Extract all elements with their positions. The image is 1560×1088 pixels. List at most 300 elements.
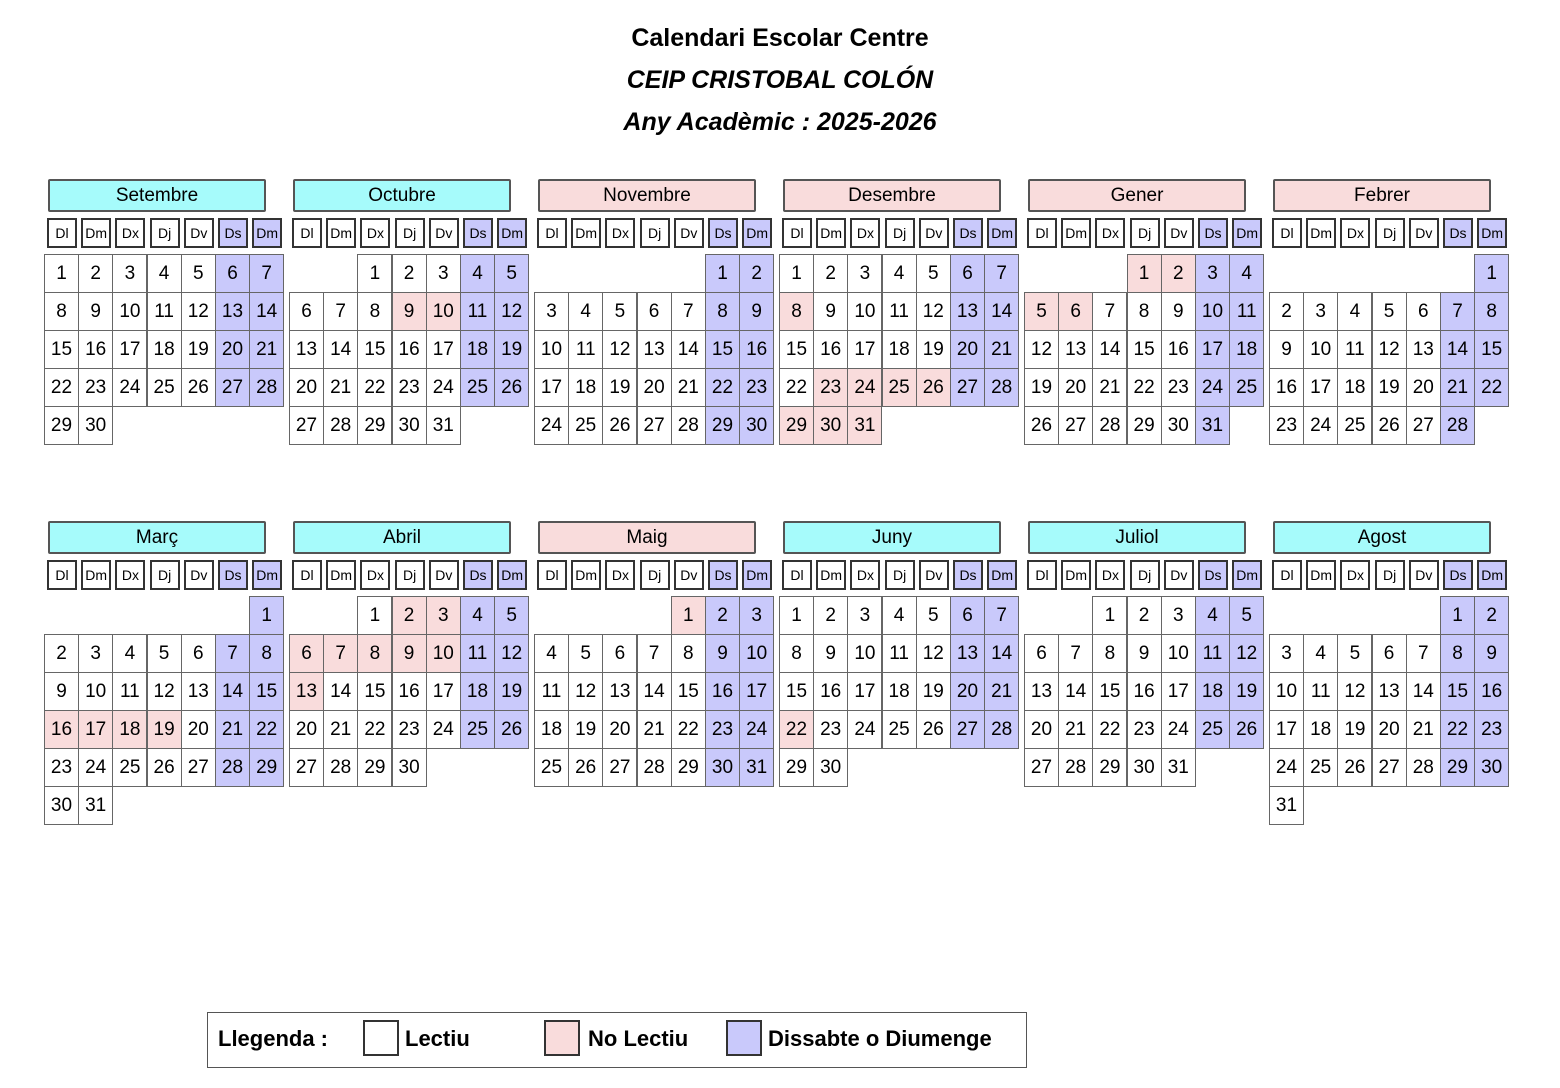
- day-cell: 7: [323, 634, 358, 673]
- day-cell: 25: [112, 748, 147, 787]
- day-cell: 27: [215, 368, 250, 407]
- day-cell: 2: [1161, 254, 1196, 293]
- day-cell: 6: [950, 254, 985, 293]
- day-cell: 13: [637, 330, 672, 369]
- day-cell: 14: [323, 330, 358, 369]
- month-header: Setembre: [48, 179, 266, 212]
- day-cell: 27: [1406, 406, 1441, 445]
- day-cell: 30: [1127, 748, 1162, 787]
- day-cell: 6: [1372, 634, 1407, 673]
- day-cell: 3: [426, 254, 461, 293]
- day-cell: 27: [602, 748, 637, 787]
- day-cell: 30: [1161, 406, 1196, 445]
- day-cell: 28: [215, 748, 250, 787]
- month-gener: [1024, 179, 1262, 469]
- weekday-label: Dm: [252, 560, 282, 590]
- day-cell: 4: [460, 254, 495, 293]
- day-cell: 28: [1440, 406, 1475, 445]
- day-cell: 20: [181, 710, 216, 749]
- day-cell: 28: [671, 406, 706, 445]
- day-cell: 24: [112, 368, 147, 407]
- day-cell: 3: [534, 292, 569, 331]
- day-cell: 9: [1161, 292, 1196, 331]
- day-cell: 24: [426, 368, 461, 407]
- day-cell: 19: [181, 330, 216, 369]
- weekday-label: Dm: [326, 560, 356, 590]
- day-cell: 9: [78, 292, 113, 331]
- day-cell: 26: [1337, 748, 1372, 787]
- day-cell: 12: [494, 634, 529, 673]
- day-cell: 15: [1440, 672, 1475, 711]
- day-cell: 12: [1337, 672, 1372, 711]
- day-cell: 7: [984, 254, 1019, 293]
- day-cell: 1: [357, 254, 392, 293]
- weekday-label: Dv: [1164, 560, 1194, 590]
- day-cell: 4: [1337, 292, 1372, 331]
- day-cell: 4: [882, 254, 917, 293]
- day-cell: 31: [739, 748, 774, 787]
- day-cell: 13: [1024, 672, 1059, 711]
- legend-no-lectiu-swatch: [544, 1020, 580, 1056]
- month-març: [44, 521, 282, 816]
- day-cell: 7: [323, 292, 358, 331]
- day-cell: 17: [112, 330, 147, 369]
- day-cell: 8: [44, 292, 79, 331]
- day-cell: 22: [1440, 710, 1475, 749]
- day-cell: 10: [426, 292, 461, 331]
- day-cell: 8: [1440, 634, 1475, 673]
- weekday-label: Dj: [150, 218, 180, 248]
- weekday-label: Ds: [463, 560, 493, 590]
- day-cell: 14: [1406, 672, 1441, 711]
- day-cell: 25: [882, 368, 917, 407]
- day-cell: 3: [78, 634, 113, 673]
- month-header: Agost: [1273, 521, 1491, 554]
- day-cell: 21: [323, 368, 358, 407]
- weekday-label: Dv: [674, 218, 704, 248]
- day-cell: 24: [426, 710, 461, 749]
- month-juliol: [1024, 521, 1262, 811]
- day-cell: 9: [1474, 634, 1509, 673]
- weekday-label: Dl: [1027, 560, 1057, 590]
- day-cell: 10: [847, 292, 882, 331]
- weekday-label: Dj: [1130, 560, 1160, 590]
- weekday-label: Dl: [47, 560, 77, 590]
- day-cell: 16: [705, 672, 740, 711]
- weekday-label: Dj: [640, 218, 670, 248]
- weekday-label: Dm: [742, 218, 772, 248]
- weekday-label: Dv: [429, 218, 459, 248]
- day-cell: 16: [44, 710, 79, 749]
- day-cell: 22: [357, 368, 392, 407]
- day-cell: 20: [950, 330, 985, 369]
- day-cell: 23: [739, 368, 774, 407]
- day-cell: 6: [181, 634, 216, 673]
- day-cell: 13: [289, 672, 324, 711]
- day-cell: 2: [813, 596, 848, 635]
- day-cell: 3: [847, 596, 882, 635]
- day-cell: 1: [1092, 596, 1127, 635]
- day-cell: 7: [1092, 292, 1127, 331]
- day-cell: 27: [1024, 748, 1059, 787]
- day-cell: 11: [568, 330, 603, 369]
- day-cell: 31: [78, 786, 113, 825]
- day-cell: 29: [779, 748, 814, 787]
- day-cell: 15: [1127, 330, 1162, 369]
- day-cell: 23: [813, 368, 848, 407]
- day-cell: 26: [1024, 406, 1059, 445]
- day-cell: 27: [1372, 748, 1407, 787]
- day-cell: 13: [1372, 672, 1407, 711]
- weekday-label: Dm: [1232, 218, 1262, 248]
- day-cell: 23: [392, 368, 427, 407]
- day-cell: 2: [1269, 292, 1304, 331]
- day-cell: 23: [44, 748, 79, 787]
- day-cell: 17: [847, 672, 882, 711]
- day-cell: 19: [916, 672, 951, 711]
- day-cell: 24: [1269, 748, 1304, 787]
- day-cell: 19: [1229, 672, 1264, 711]
- day-cell: 20: [289, 710, 324, 749]
- day-cell: 28: [323, 748, 358, 787]
- day-cell: 6: [1024, 634, 1059, 673]
- day-cell: 8: [1092, 634, 1127, 673]
- month-abril: [289, 521, 527, 811]
- day-cell: 15: [44, 330, 79, 369]
- day-cell: 24: [78, 748, 113, 787]
- day-cell: 15: [249, 672, 284, 711]
- day-cell: 16: [1127, 672, 1162, 711]
- day-cell: 28: [1406, 748, 1441, 787]
- day-cell: 26: [916, 710, 951, 749]
- day-cell: 25: [1303, 748, 1338, 787]
- weekday-label: Dm: [252, 218, 282, 248]
- day-cell: 23: [813, 710, 848, 749]
- day-cell: 13: [181, 672, 216, 711]
- day-cell: 22: [357, 710, 392, 749]
- day-cell: 28: [1092, 406, 1127, 445]
- day-cell: 20: [1058, 368, 1093, 407]
- day-cell: 5: [1372, 292, 1407, 331]
- day-cell: 23: [1474, 710, 1509, 749]
- day-cell: 7: [1440, 292, 1475, 331]
- weekday-label: Dv: [429, 560, 459, 590]
- weekday-label: Dm: [81, 560, 111, 590]
- day-cell: 18: [882, 330, 917, 369]
- day-cell: 30: [44, 786, 79, 825]
- day-cell: 28: [984, 368, 1019, 407]
- day-cell: 16: [813, 672, 848, 711]
- day-cell: 21: [1406, 710, 1441, 749]
- day-cell: 5: [494, 596, 529, 635]
- weekday-label: Dm: [497, 218, 527, 248]
- weekday-label: Dl: [1272, 560, 1302, 590]
- day-cell: 3: [1269, 634, 1304, 673]
- day-cell: 14: [1058, 672, 1093, 711]
- day-cell: 30: [392, 406, 427, 445]
- month-setembre: [44, 179, 282, 469]
- month-octubre: [289, 179, 527, 469]
- weekday-label: Dx: [1095, 560, 1125, 590]
- weekday-label: Dx: [1340, 560, 1370, 590]
- weekday-label: Dx: [115, 560, 145, 590]
- day-cell: 5: [147, 634, 182, 673]
- day-cell: 29: [249, 748, 284, 787]
- day-cell: 9: [1127, 634, 1162, 673]
- day-cell: 21: [1440, 368, 1475, 407]
- day-cell: 21: [1058, 710, 1093, 749]
- day-cell: 10: [1195, 292, 1230, 331]
- day-cell: 9: [705, 634, 740, 673]
- day-cell: 13: [289, 330, 324, 369]
- day-cell: 9: [813, 634, 848, 673]
- day-cell: 29: [357, 748, 392, 787]
- day-cell: 6: [637, 292, 672, 331]
- weekday-label: Dj: [885, 218, 915, 248]
- day-cell: 5: [494, 254, 529, 293]
- day-cell: 15: [1092, 672, 1127, 711]
- day-cell: 7: [637, 634, 672, 673]
- day-cell: 24: [1195, 368, 1230, 407]
- day-cell: 8: [671, 634, 706, 673]
- day-cell: 13: [602, 672, 637, 711]
- weekday-label: Dm: [571, 560, 601, 590]
- day-cell: 4: [112, 634, 147, 673]
- weekday-label: Dx: [605, 218, 635, 248]
- weekday-label: Dv: [919, 218, 949, 248]
- day-cell: 2: [78, 254, 113, 293]
- day-cell: 18: [1337, 368, 1372, 407]
- weekday-label: Dm: [1306, 218, 1336, 248]
- day-cell: 27: [950, 710, 985, 749]
- day-cell: 29: [671, 748, 706, 787]
- day-cell: 3: [739, 596, 774, 635]
- day-cell: 14: [323, 672, 358, 711]
- day-cell: 20: [950, 672, 985, 711]
- day-cell: 22: [1474, 368, 1509, 407]
- day-cell: 18: [568, 368, 603, 407]
- day-cell: 8: [1474, 292, 1509, 331]
- day-cell: 19: [494, 672, 529, 711]
- day-cell: 8: [779, 634, 814, 673]
- weekday-label: Dm: [1232, 560, 1262, 590]
- day-cell: 3: [112, 254, 147, 293]
- day-cell: 11: [460, 292, 495, 331]
- school-name: CEIP CRISTOBAL COLÓN: [626, 66, 934, 94]
- day-cell: 17: [534, 368, 569, 407]
- day-cell: 30: [78, 406, 113, 445]
- day-cell: 21: [984, 330, 1019, 369]
- weekday-label: Dl: [292, 560, 322, 590]
- day-cell: 18: [1195, 672, 1230, 711]
- day-cell: 30: [739, 406, 774, 445]
- day-cell: 6: [215, 254, 250, 293]
- day-cell: 16: [813, 330, 848, 369]
- calendar-title: Calendari Escolar Centre: [631, 24, 929, 52]
- weekday-label: Dj: [1375, 218, 1405, 248]
- weekday-label: Ds: [218, 218, 248, 248]
- day-cell: 13: [950, 634, 985, 673]
- month-header: Gener: [1028, 179, 1246, 212]
- day-cell: 6: [1406, 292, 1441, 331]
- day-cell: 24: [739, 710, 774, 749]
- day-cell: 6: [602, 634, 637, 673]
- weekday-label: Dm: [326, 218, 356, 248]
- day-cell: 18: [882, 672, 917, 711]
- weekday-label: Dm: [1306, 560, 1336, 590]
- day-cell: 19: [147, 710, 182, 749]
- day-cell: 26: [916, 368, 951, 407]
- day-cell: 12: [1024, 330, 1059, 369]
- day-cell: 21: [1092, 368, 1127, 407]
- day-cell: 5: [1024, 292, 1059, 331]
- day-cell: 12: [147, 672, 182, 711]
- day-cell: 21: [671, 368, 706, 407]
- weekday-label: Dx: [1340, 218, 1370, 248]
- day-cell: 17: [847, 330, 882, 369]
- month-header: Març: [48, 521, 266, 554]
- day-cell: 11: [112, 672, 147, 711]
- weekday-label: Dm: [81, 218, 111, 248]
- day-cell: 11: [147, 292, 182, 331]
- day-cell: 29: [705, 406, 740, 445]
- day-cell: 3: [847, 254, 882, 293]
- day-cell: 5: [602, 292, 637, 331]
- day-cell: 25: [882, 710, 917, 749]
- day-cell: 2: [392, 254, 427, 293]
- day-cell: 3: [426, 596, 461, 635]
- weekday-label: Dl: [782, 560, 812, 590]
- day-cell: 25: [1195, 710, 1230, 749]
- day-cell: 2: [392, 596, 427, 635]
- weekday-label: Ds: [708, 218, 738, 248]
- day-cell: 26: [1229, 710, 1264, 749]
- day-cell: 12: [1372, 330, 1407, 369]
- day-cell: 8: [779, 292, 814, 331]
- day-cell: 9: [44, 672, 79, 711]
- day-cell: 16: [392, 330, 427, 369]
- day-cell: 18: [1303, 710, 1338, 749]
- weekday-label: Dj: [150, 560, 180, 590]
- weekday-label: Dv: [1409, 560, 1439, 590]
- day-cell: 26: [494, 368, 529, 407]
- weekday-label: Dv: [919, 560, 949, 590]
- day-cell: 23: [1161, 368, 1196, 407]
- weekday-label: Dm: [1477, 218, 1507, 248]
- day-cell: 19: [568, 710, 603, 749]
- day-cell: 2: [705, 596, 740, 635]
- day-cell: 22: [779, 368, 814, 407]
- month-header: Octubre: [293, 179, 511, 212]
- weekday-label: Dm: [1061, 560, 1091, 590]
- day-cell: 10: [78, 672, 113, 711]
- day-cell: 19: [1337, 710, 1372, 749]
- day-cell: 10: [112, 292, 147, 331]
- day-cell: 11: [534, 672, 569, 711]
- day-cell: 2: [44, 634, 79, 673]
- day-cell: 29: [357, 406, 392, 445]
- day-cell: 4: [460, 596, 495, 635]
- day-cell: 2: [739, 254, 774, 293]
- day-cell: 30: [705, 748, 740, 787]
- day-cell: 4: [534, 634, 569, 673]
- day-cell: 10: [739, 634, 774, 673]
- day-cell: 4: [1303, 634, 1338, 673]
- weekday-label: Dx: [1095, 218, 1125, 248]
- day-cell: 23: [392, 710, 427, 749]
- day-cell: 4: [882, 596, 917, 635]
- day-cell: 20: [289, 368, 324, 407]
- month-header: Maig: [538, 521, 756, 554]
- day-cell: 19: [494, 330, 529, 369]
- day-cell: 7: [1058, 634, 1093, 673]
- day-cell: 16: [392, 672, 427, 711]
- day-cell: 25: [568, 406, 603, 445]
- weekday-label: Dl: [292, 218, 322, 248]
- day-cell: 16: [1269, 368, 1304, 407]
- day-cell: 18: [147, 330, 182, 369]
- day-cell: 22: [779, 710, 814, 749]
- day-cell: 24: [534, 406, 569, 445]
- day-cell: 16: [1161, 330, 1196, 369]
- weekday-label: Dl: [782, 218, 812, 248]
- day-cell: 14: [637, 672, 672, 711]
- day-cell: 8: [1127, 292, 1162, 331]
- day-cell: 15: [357, 672, 392, 711]
- weekday-label: Ds: [1198, 560, 1228, 590]
- day-cell: 30: [813, 748, 848, 787]
- day-cell: 29: [1092, 748, 1127, 787]
- weekday-label: Dv: [1164, 218, 1194, 248]
- day-cell: 23: [1127, 710, 1162, 749]
- day-cell: 24: [847, 368, 882, 407]
- day-cell: 11: [1337, 330, 1372, 369]
- day-cell: 26: [181, 368, 216, 407]
- legend-no-lectiu-label: No Lectiu: [588, 1026, 689, 1051]
- weekday-label: Ds: [1443, 560, 1473, 590]
- day-cell: 21: [984, 672, 1019, 711]
- day-cell: 6: [289, 634, 324, 673]
- day-cell: 22: [671, 710, 706, 749]
- day-cell: 25: [1337, 406, 1372, 445]
- day-cell: 16: [78, 330, 113, 369]
- weekday-label: Dm: [816, 218, 846, 248]
- day-cell: 6: [289, 292, 324, 331]
- day-cell: 18: [534, 710, 569, 749]
- day-cell: 26: [568, 748, 603, 787]
- weekday-label: Ds: [953, 218, 983, 248]
- day-cell: 25: [147, 368, 182, 407]
- day-cell: 4: [1229, 254, 1264, 293]
- day-cell: 16: [739, 330, 774, 369]
- day-cell: 29: [779, 406, 814, 445]
- day-cell: 5: [1229, 596, 1264, 635]
- day-cell: 17: [739, 672, 774, 711]
- day-cell: 18: [460, 672, 495, 711]
- day-cell: 5: [568, 634, 603, 673]
- day-cell: 22: [44, 368, 79, 407]
- weekday-label: Dx: [115, 218, 145, 248]
- day-cell: 29: [44, 406, 79, 445]
- legend-weekend-label: Dissabte o Diumenge: [768, 1026, 992, 1051]
- day-cell: 17: [426, 672, 461, 711]
- day-cell: 10: [1161, 634, 1196, 673]
- day-cell: 14: [1440, 330, 1475, 369]
- day-cell: 12: [568, 672, 603, 711]
- month-header: Abril: [293, 521, 511, 554]
- month-juny: [779, 521, 1017, 811]
- day-cell: 7: [249, 254, 284, 293]
